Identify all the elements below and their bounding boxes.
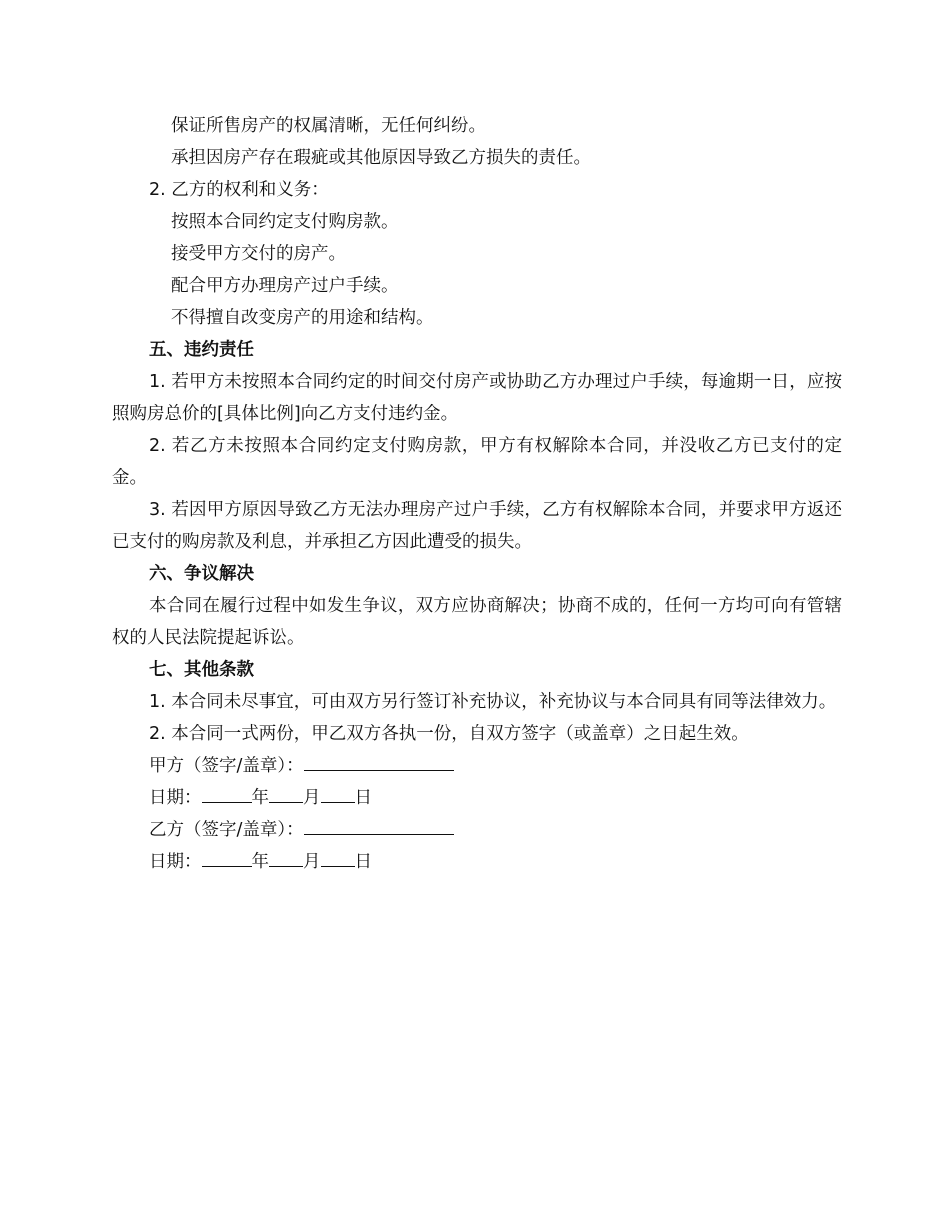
party-b-date xyxy=(112,846,842,878)
buyer-duty-2: 接受甲方交付的房产。 xyxy=(171,244,346,264)
party-b-signature xyxy=(112,814,842,846)
buyer-duty-1: 按照本合同约定支付购房款。 xyxy=(171,212,399,232)
section-7-title: 七、其他条款 xyxy=(149,660,254,680)
date-label: 日期： xyxy=(149,788,202,808)
year-blank[interactable] xyxy=(202,848,252,867)
day-blank[interactable] xyxy=(321,784,355,803)
contract-page xyxy=(112,110,842,878)
section-7-item-2: 2. 本合同一式两份，甲乙双方各执一份，自双方签字（或盖章）之日起生效。 xyxy=(149,724,749,744)
section-6-text: 本合同在履行过程中如发生争议，双方应协商解决；协商不成的，任何一方均可向有管辖权的人民法院提起诉讼。 xyxy=(112,596,842,648)
section-6-title: 六、争议解决 xyxy=(149,564,254,584)
year-label: 年 xyxy=(251,788,269,808)
party-a-signature xyxy=(112,750,842,782)
party-a-signature-blank[interactable] xyxy=(304,752,454,771)
month-blank[interactable] xyxy=(269,848,303,867)
year-blank[interactable] xyxy=(202,784,252,803)
buyer-duty-3: 配合甲方办理房产过户手续。 xyxy=(171,276,399,296)
day-label: 日 xyxy=(354,852,372,872)
month-label: 月 xyxy=(303,852,321,872)
party-b-signature-blank[interactable] xyxy=(304,816,454,835)
seller-duty-1: 保证所售房产的权属清晰，无任何纠纷。 xyxy=(171,116,486,136)
section-7-item-1: 1. 本合同未尽事宜，可由双方另行签订补充协议，补充协议与本合同具有同等法律效力。 xyxy=(149,692,837,712)
party-a-date xyxy=(112,782,842,814)
party-a-label: 甲方（签字/盖章）： xyxy=(149,756,304,776)
month-label: 月 xyxy=(303,788,321,808)
section-5-item-3: 3. 若因甲方原因导致乙方无法办理房产过户手续，乙方有权解除本合同，并要求甲方返还已支付的购房款及利息，并承担乙方因此遭受的损失。 xyxy=(112,500,842,552)
year-label: 年 xyxy=(251,852,269,872)
section-5-title: 五、违约责任 xyxy=(149,340,254,360)
day-label: 日 xyxy=(354,788,372,808)
seller-duty-2: 承担因房产存在瑕疵或其他原因导致乙方损失的责任。 xyxy=(171,148,591,168)
party-b-label: 乙方（签字/盖章）： xyxy=(149,820,304,840)
date-label: 日期： xyxy=(149,852,202,872)
buyer-rights-heading: 2. 乙方的权利和义务： xyxy=(149,180,329,200)
section-5-item-2: 2. 若乙方未按照本合同约定支付购房款，甲方有权解除本合同，并没收乙方已支付的定金。 xyxy=(112,436,842,488)
month-blank[interactable] xyxy=(269,784,303,803)
section-5-item-1: 1. 若甲方未按照本合同约定的时间交付房产或协助乙方办理过户手续，每逾期一日，应按照购房总价的[具体比例]向乙方支付违约金。 xyxy=(112,372,842,424)
buyer-duty-4: 不得擅自改变房产的用途和结构。 xyxy=(171,308,434,328)
day-blank[interactable] xyxy=(321,848,355,867)
